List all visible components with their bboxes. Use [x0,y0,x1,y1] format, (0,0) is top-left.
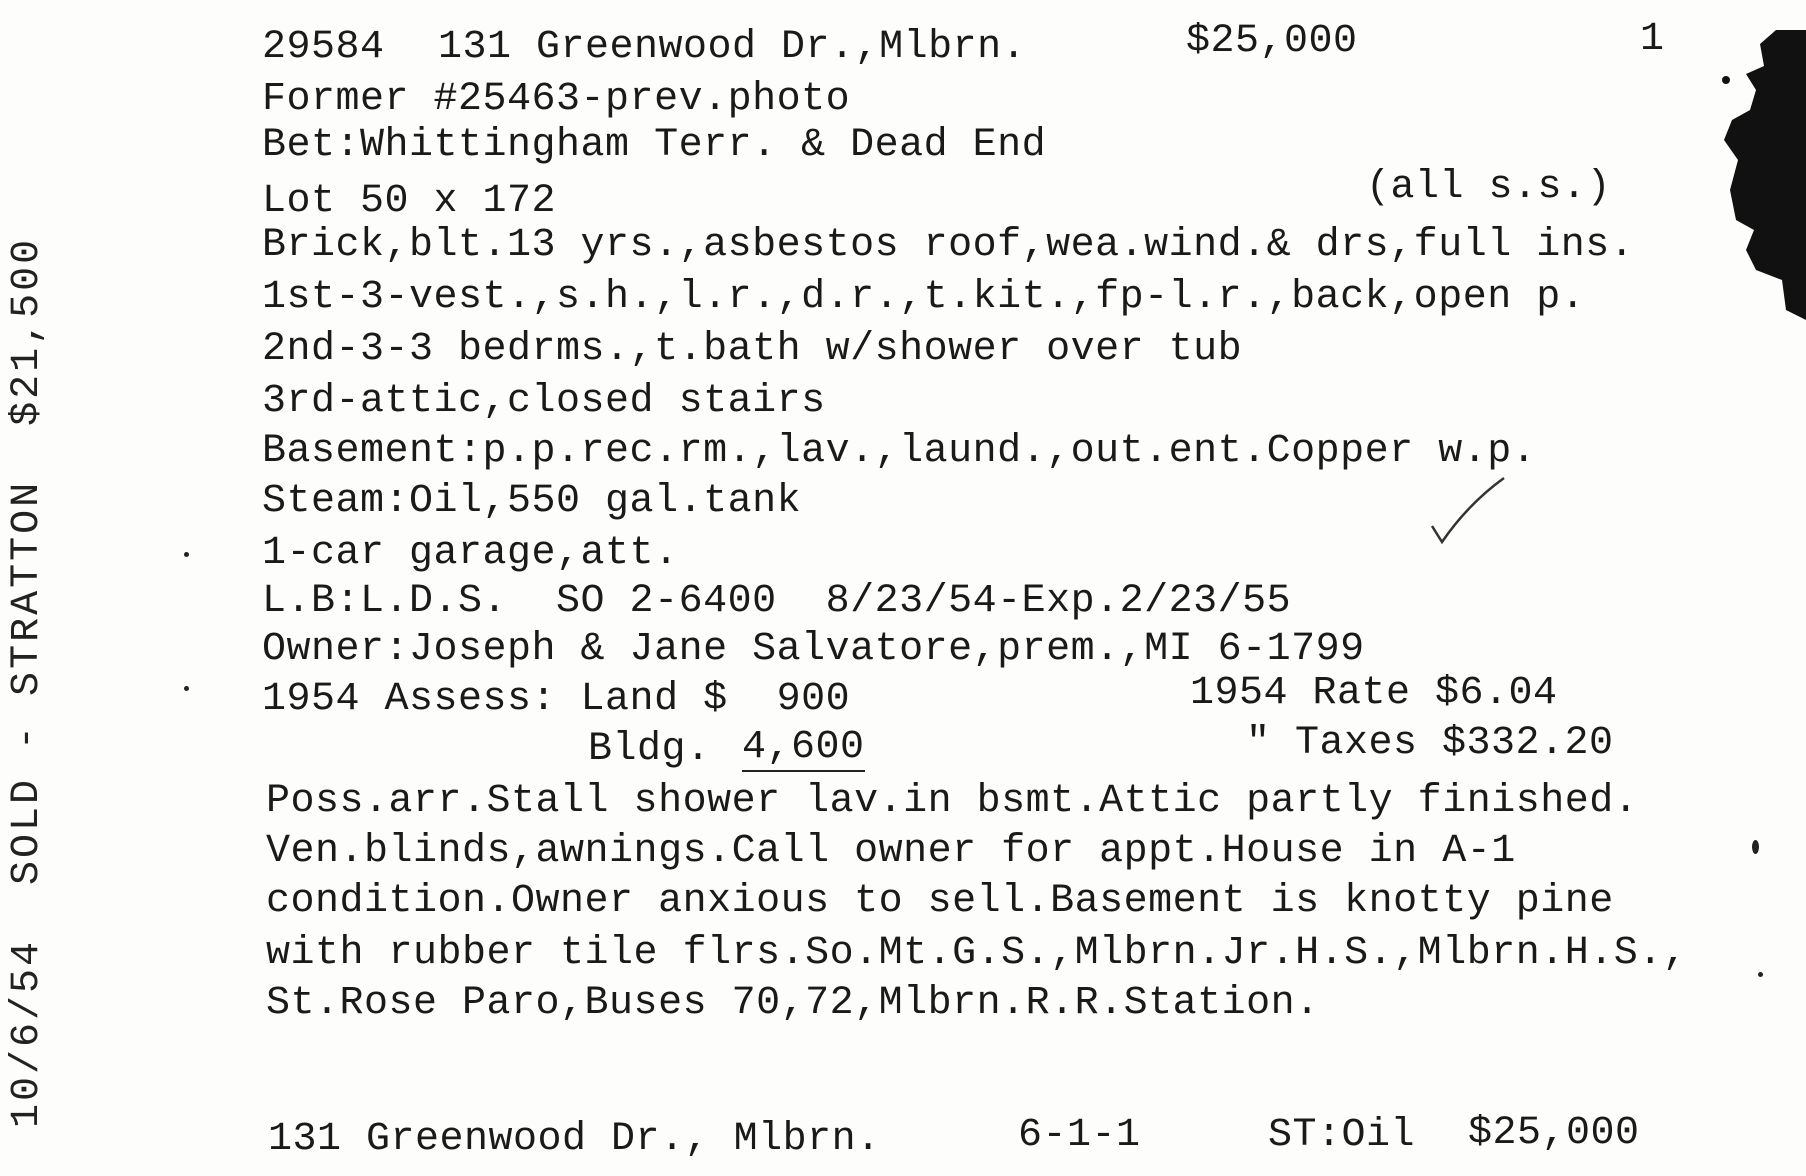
footer-address: 131 Greenwood Dr., Mlbrn. [268,1117,881,1162]
detail-line-garage: 1-car garage,att. [262,531,679,576]
assess-bldg-label: Bldg. [588,727,711,772]
footer-heat: ST:Oil [1268,1113,1416,1158]
assess-bldg-value: 4,600 [742,725,865,770]
detail-line-lot: Lot 50 x 172 [262,179,557,224]
remarks-line-1: Poss.arr.Stall shower lav.in bsmt.Attic partly finished. [266,779,1639,824]
remarks-line-2: Ven.blinds,awnings.Call owner for appt.House in A-1 [266,829,1516,874]
ink-dot [184,686,189,691]
detail-line-between: Bet:Whittingham Terr. & Dead End [262,123,1047,168]
detail-line-heat: Steam:Oil,550 gal.tank [262,479,802,524]
detail-line-basement: Basement:p.p.rec.rm.,lav.,laund.,out.ent.Copper w.p. [262,429,1537,474]
tax-rate: 1954 Rate $6.04 [1190,671,1558,716]
ink-dot [1752,840,1759,854]
detail-line-first-floor: 1st-3-vest.,s.h.,l.r.,d.r.,t.kit.,fp-l.r.,back,open p. [262,275,1586,320]
listing-address: 131 Greenwood Dr.,Mlbrn. [438,25,1027,70]
ink-blot-icon [1716,30,1806,320]
assess-land: 1954 Assess: Land $ 900 [262,677,851,722]
checkmark-icon [1428,474,1508,554]
taxes: " Taxes $332.20 [1246,721,1614,766]
detail-line-construction: Brick,blt.13 yrs.,asbestos roof,wea.wind.& drs,full ins. [262,223,1635,268]
footer-rooms: 6-1-1 [1018,1113,1141,1158]
remarks-line-5: St.Rose Paro,Buses 70,72,Mlbrn.R.R.Station. [266,981,1320,1026]
listing-number: 29584 [262,25,385,70]
all-ss-note: (all s.s.) [1366,165,1612,210]
detail-line-former: Former #25463-prev.photo [262,77,851,122]
footer-price: $25,000 [1468,1111,1640,1156]
ink-dot [1758,972,1763,977]
detail-line-third-floor: 3rd-attic,closed stairs [262,379,826,424]
detail-line-second-floor: 2nd-3-3 bedrms.,t.bath w/shower over tub [262,327,1243,372]
page-number: 1 [1640,17,1665,62]
remarks-line-4: with rubber tile flrs.So.Mt.G.S.,Mlbrn.Jr.H.S.,Mlbrn.H.S., [266,931,1688,976]
remarks-line-3: condition.Owner anxious to sell.Basement is knotty pine [266,879,1614,924]
sold-stamp: 10/6/54 SOLD - STRATTON $21,500 [5,236,50,1128]
listing-price: $25,000 [1186,19,1358,64]
detail-line-listing-broker: L.B:L.D.S. SO 2-6400 8/23/54-Exp.2/23/55 [262,579,1292,624]
ink-dot [184,552,189,557]
detail-line-owner: Owner:Joseph & Jane Salvatore,prem.,MI 6-1799 [262,627,1365,672]
